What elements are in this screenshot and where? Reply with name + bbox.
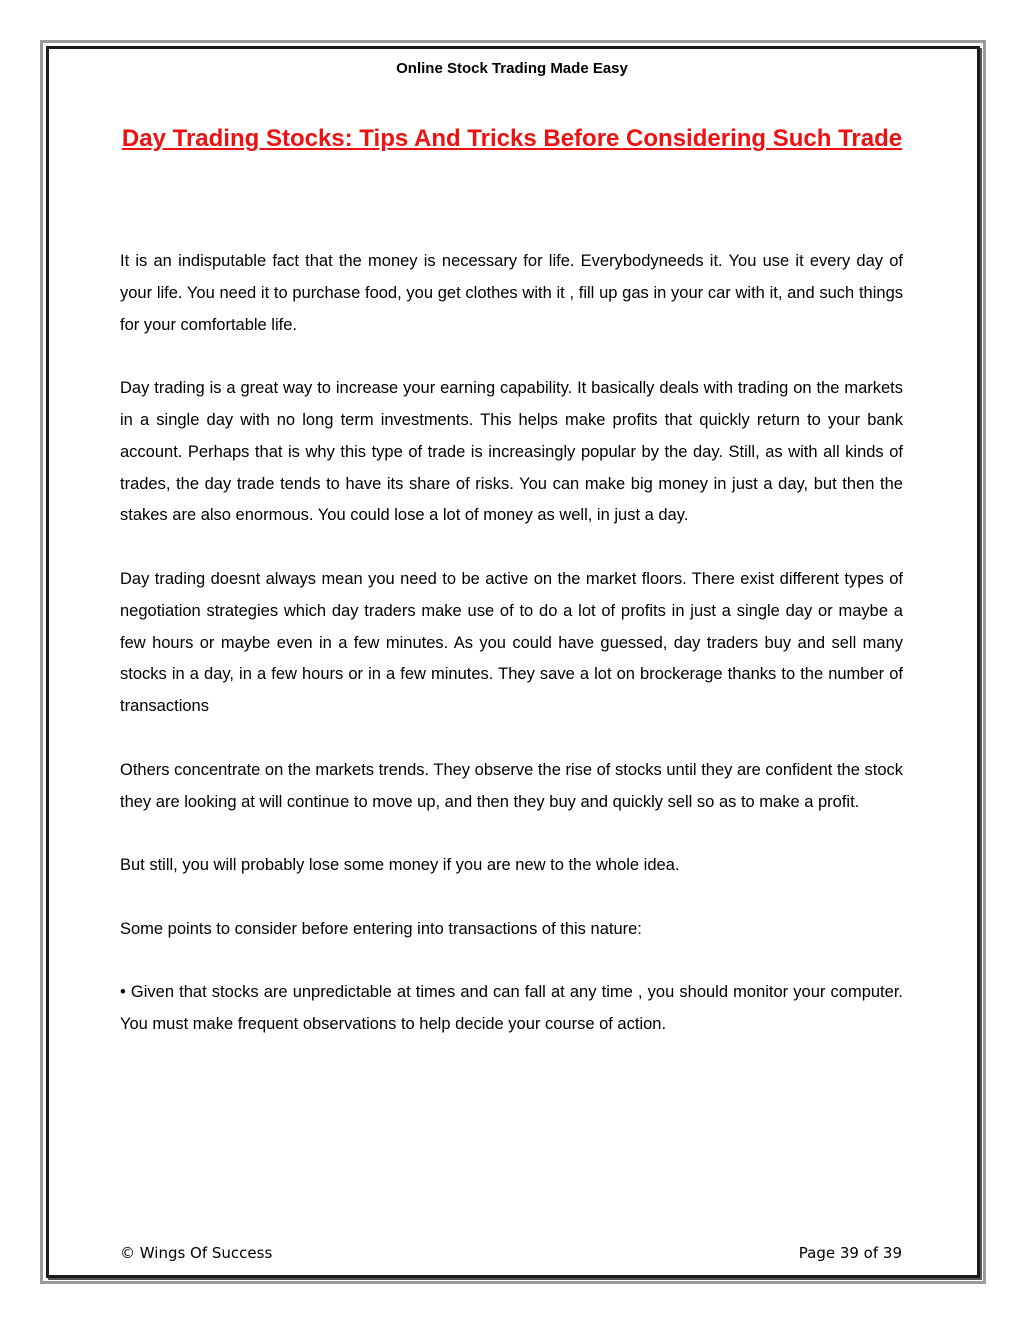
paragraph-day-trading-intro: Day trading is a great way to increase your earning capability. It basically deals with trading on the markets in a single day with no long term investments. This helps make profits that quickly return to your bank account. Perhaps that is why this type of trade is increasingly popular by the day. Still, as with all kinds of trades, the day trade tends to have its share of risks. You can make big money in just a day, but then the stakes are also enormous. You could lose a lot of money as well, in just a day. <box>120 379 903 525</box>
paragraph-money-necessity: It is an indisputable fact that the money is necessary for life. Everybodyneeds it. You use it every day of your life. You need it to purchase food, you get clothes with it , fill up gas in your car with it, and such things for your comfortable life. <box>120 252 903 334</box>
paragraph-points-intro: Some points to consider before entering into transactions of this nature: <box>120 919 642 938</box>
article-title: Day Trading Stocks: Tips And Tricks Before Considering Such Trade <box>121 125 903 152</box>
paragraph-lose-money: But still, you will probably lose some money if you are new to the whole idea. <box>120 856 680 875</box>
paragraph-strategies: Day trading doesnt always mean you need to be active on the market floors. There exist different types of negotiation strategies which day traders make use of to do a lot of profits in just a single day or maybe a few hours or maybe even in a few minutes. As you could have guessed, day traders buy and sell many stocks in a day, in a few hours or in a few minutes. They save a lot on brockerage thanks to the number of transactions <box>120 569 903 716</box>
bullet-monitor-computer: • Given that stocks are unpredictable at times and can fall at any time , you should monitor your computer. You must make frequent observations to help decide your course of action. <box>120 983 903 1034</box>
footer-page-number: Page 39 of 39 <box>798 1244 902 1262</box>
article-body <box>120 246 903 1073</box>
running-header: Online Stock Trading Made Easy <box>396 60 628 77</box>
paragraph-market-trends: Others concentrate on the markets trends. They observe the rise of stocks until they are confident the stock they are looking at will continue to move up, and then they buy and quickly sell so as to make a profit. <box>120 760 903 811</box>
footer-copyright: © Wings Of Success <box>120 1244 273 1262</box>
